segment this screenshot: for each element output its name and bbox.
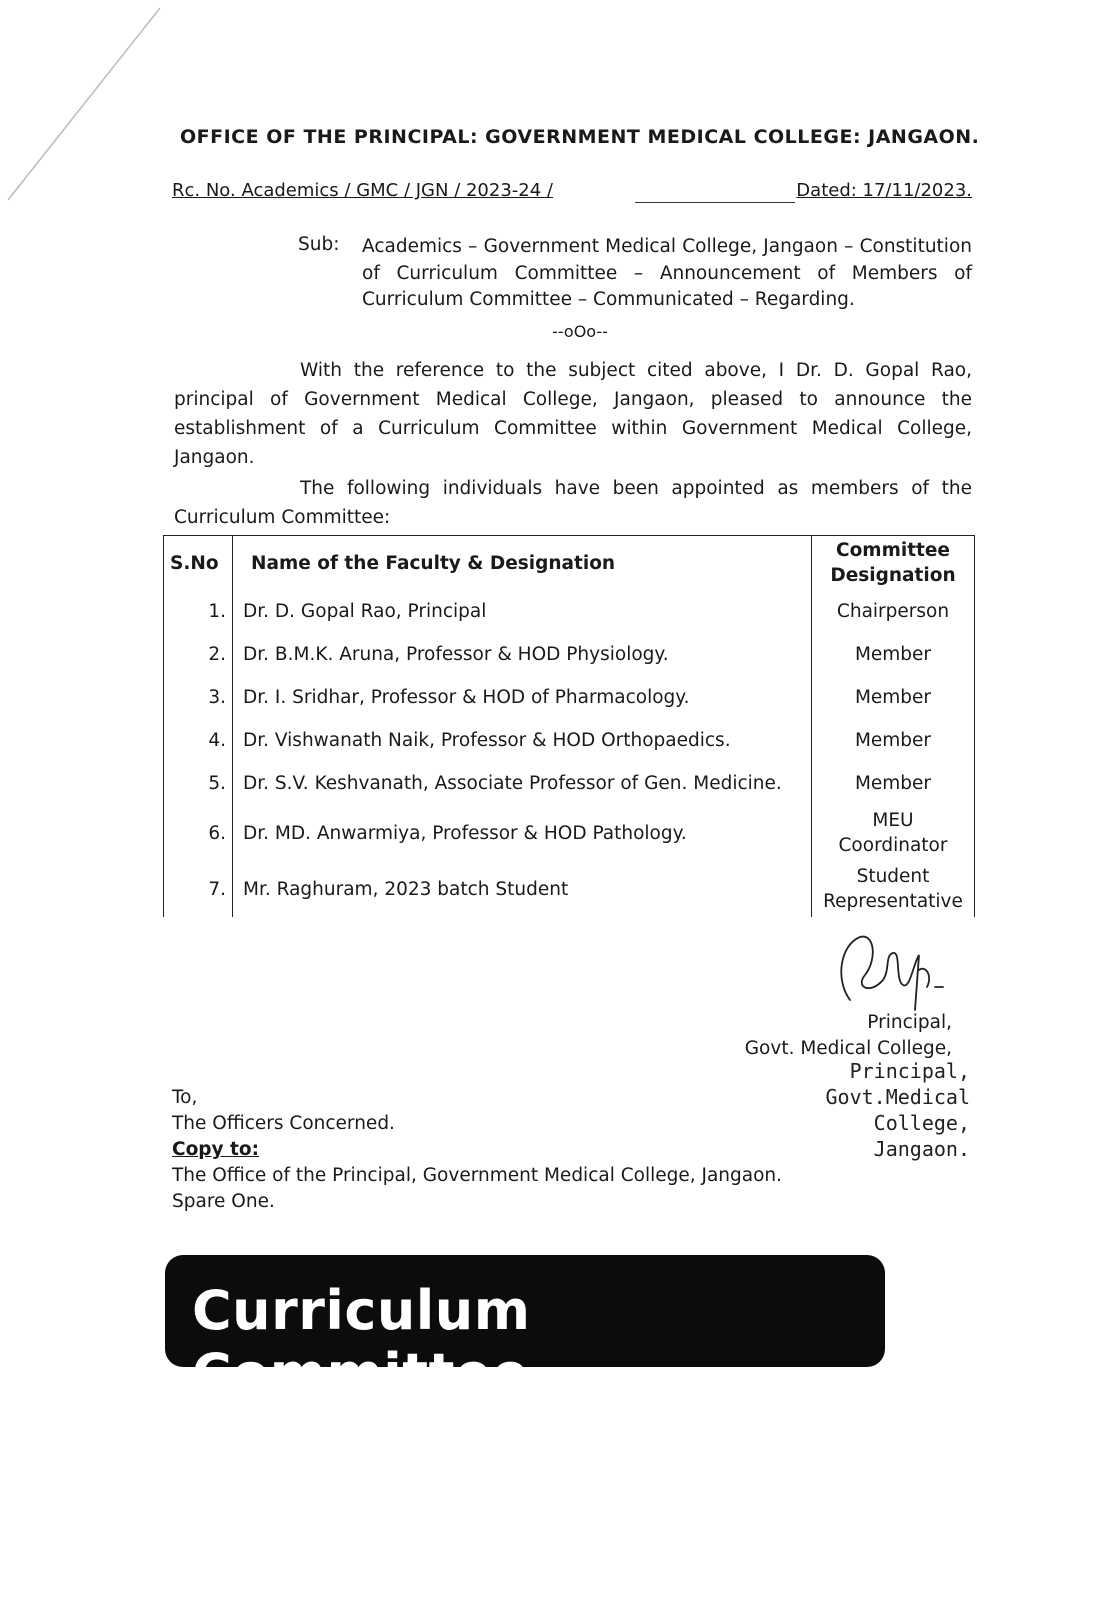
header-designation: Committee Designation <box>812 536 975 591</box>
members-table <box>163 535 975 917</box>
table-row <box>164 676 975 719</box>
row-sno: 1. <box>164 590 233 633</box>
subject-text: Academics – Government Medical College, Jangaon – Constitution of Curriculum Committee – Announcement of Members of Curriculum Committee – Communicated – Regarding. <box>362 236 972 310</box>
row-designation: Chairperson <box>812 590 975 633</box>
scan-edge-mark <box>0 0 200 220</box>
address-officers: The Officers Concerned. <box>172 1113 395 1134</box>
row-name: Dr. D. Gopal Rao, Principal <box>233 590 812 633</box>
table-row <box>164 590 975 633</box>
banner-text: Curriculum Committee <box>192 1279 531 1405</box>
table-row <box>164 633 975 676</box>
row-designation: Member <box>812 633 975 676</box>
row-name: Dr. S.V. Keshvanath, Associate Professor of Gen. Medicine. <box>233 762 812 805</box>
stamp-line-2: Govt.Medical College, <box>825 1085 970 1135</box>
row-designation: Student Representative <box>812 861 975 917</box>
date-text: Dated: 17/11/2023. <box>796 180 972 201</box>
table-row <box>164 861 975 917</box>
header-sno: S.No <box>164 536 233 591</box>
row-name: Dr. I. Sridhar, Professor & HOD of Pharmacology. <box>233 676 812 719</box>
address-section <box>172 1085 782 1215</box>
section-divider: --oOo-- <box>552 322 608 341</box>
row-sno: 3. <box>164 676 233 719</box>
row-name: Mr. Raghuram, 2023 batch Student <box>233 861 812 917</box>
reference-blank-line <box>635 202 795 203</box>
row-sno: 6. <box>164 805 233 861</box>
stamp-line-1: Principal, <box>849 1059 970 1083</box>
row-sno: 5. <box>164 762 233 805</box>
row-designation: Member <box>812 676 975 719</box>
signatory-title: Principal, <box>867 1012 952 1033</box>
copy-recipient-2: Spare One. <box>172 1191 275 1212</box>
signature-block <box>700 1010 952 1062</box>
header-name: Name of the Faculty & Designation <box>233 536 812 591</box>
subject-label: Sub: <box>298 234 340 255</box>
table-row <box>164 762 975 805</box>
row-sno: 7. <box>164 861 233 917</box>
title-banner <box>165 1255 885 1405</box>
row-designation: Member <box>812 719 975 762</box>
row-sno: 2. <box>164 633 233 676</box>
office-heading: OFFICE OF THE PRINCIPAL: GOVERNMENT MEDICAL COLLEGE: JANGAON. <box>180 126 980 148</box>
stamp-line-3: Jangaon. <box>873 1137 970 1161</box>
address-to: To, <box>172 1087 198 1108</box>
table-header-row <box>164 536 975 591</box>
signatory-college: Govt. Medical College, <box>744 1038 952 1059</box>
row-name: Dr. Vishwanath Naik, Professor & HOD Orthopaedics. <box>233 719 812 762</box>
row-name: Dr. MD. Anwarmiya, Professor & HOD Pathology. <box>233 805 812 861</box>
body-paragraph-2: The following individuals have been appointed as members of the Curriculum Committee: <box>174 478 972 528</box>
copy-to-label: Copy to: <box>172 1139 259 1160</box>
row-designation: Member <box>812 762 975 805</box>
row-name: Dr. B.M.K. Aruna, Professor & HOD Physiology. <box>233 633 812 676</box>
copy-recipient-1: The Office of the Principal, Government Medical College, Jangaon. <box>172 1165 783 1186</box>
body-paragraph-1: With the reference to the subject cited above, I Dr. D. Gopal Rao, principal of Government Medical College, Jangaon, pleased to announce the establishment of a Curriculum Committee within Government Medical College, Jangaon. <box>174 360 972 468</box>
table-row <box>164 805 975 861</box>
row-designation: MEU Coordinator <box>812 805 975 861</box>
reference-number: Rc. No. Academics / GMC / JGN / 2023-24 / <box>172 180 553 201</box>
table-row <box>164 719 975 762</box>
row-sno: 4. <box>164 719 233 762</box>
